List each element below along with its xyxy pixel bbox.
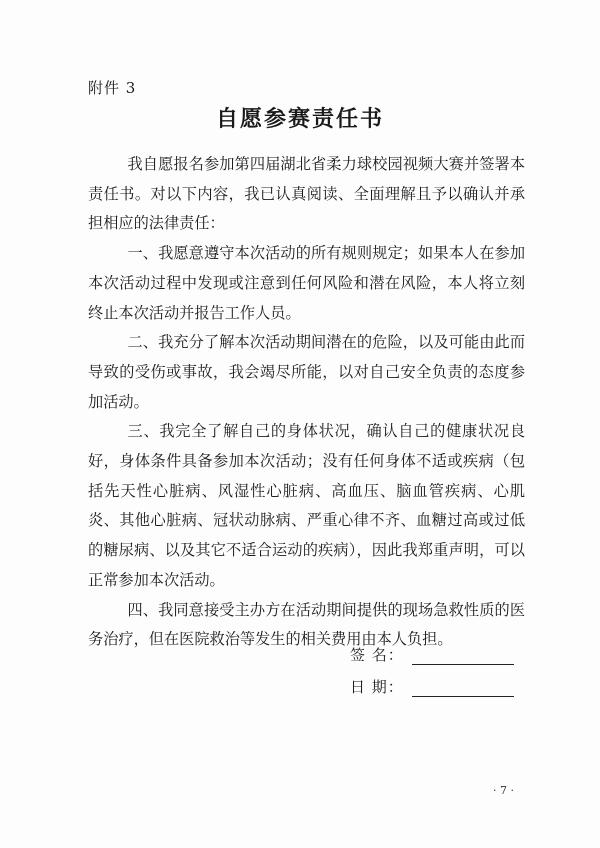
signature-line bbox=[412, 648, 514, 665]
signature-label: 签 名： bbox=[350, 646, 404, 664]
clause-four-paragraph: 四、我同意接受主办方在活动期间提供的现场急救性质的医务治疗，但在医院救治等发生的相关费用由本人负担。 bbox=[88, 600, 525, 649]
signature-row bbox=[350, 644, 514, 665]
clause-one-paragraph: 一、我愿意遵守本次活动的所有规则规定；如果本人在参加本次活动过程中发现或注意到任何风险和潜在风险，本人将立刻终止本次活动并报告工作人员。 bbox=[88, 244, 525, 322]
intro-paragraph: 我自愿报名参加第四届湖北省柔力球校园视频大赛并签署本责任书。对以下内容，我已认真阅读、全面理解且予以确认并承担相应的法律责任： bbox=[88, 155, 525, 233]
date-row bbox=[350, 676, 514, 697]
document-body bbox=[88, 150, 525, 655]
date-label: 日 期： bbox=[350, 678, 404, 696]
clause-three-paragraph: 三、我完全了解自己的身体状况，确认自己的健康状况良好，身体条件具备参加本次活动；没有任何身体不适或疾病（包括先天性心脏病、风湿性心脏病、高血压、脑血管疾病、心肌炎、其他心脏病、冠状动脉病、严重心律不齐、血糖过高或过低的糖尿病、以及其它不适合运动的疾病），因此我郑重声明，可以正常参加本次活动。 bbox=[88, 422, 525, 589]
page-number: · 7 · bbox=[493, 784, 514, 797]
date-line bbox=[412, 680, 514, 697]
attachment-label: 附件 3 bbox=[88, 79, 137, 97]
document-title: 自愿参赛责任书 bbox=[215, 106, 384, 132]
clause-two-paragraph: 二、我充分了解本次活动期间潜在的危险，以及可能由此而导致的受伤或事故，我会竭尽所能，以对自己安全负责的态度参加活动。 bbox=[88, 333, 525, 411]
